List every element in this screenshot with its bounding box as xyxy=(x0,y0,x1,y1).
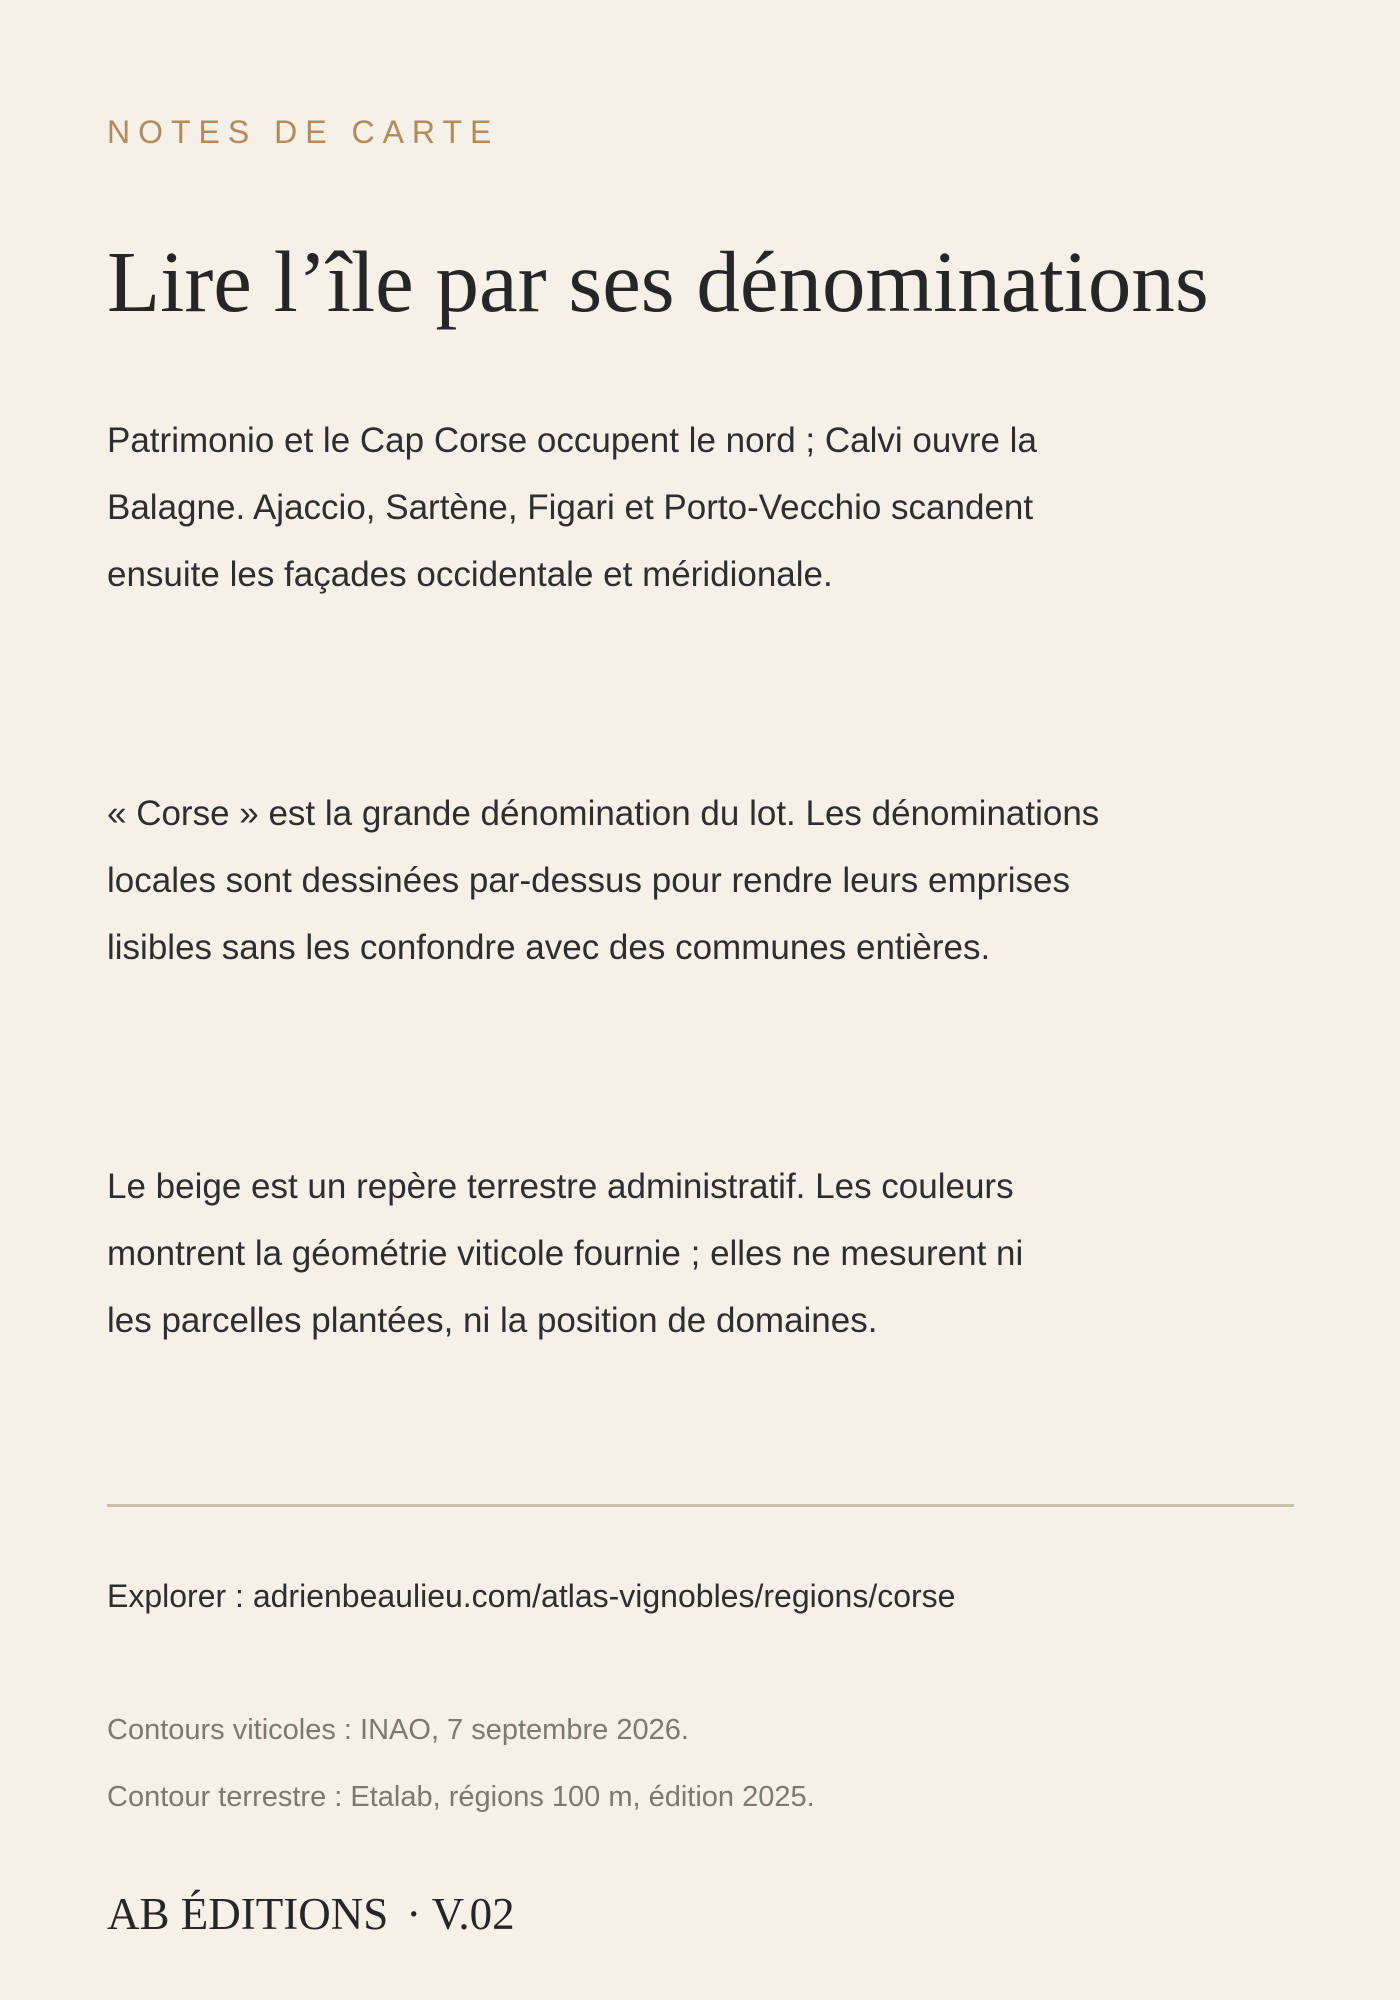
paragraph-line: Le beige est un repère terrestre administratif. Les couleurs xyxy=(107,1167,1014,1206)
sources-list xyxy=(107,1697,815,1831)
paragraph-line: lisibles sans les confondre avec des communes entières. xyxy=(107,928,991,967)
paragraph-line: Balagne. Ajaccio, Sartène, Figari et Porto-Vecchio scandent xyxy=(107,488,1034,527)
paragraph-colors xyxy=(107,1153,1257,1354)
brand-version: · V.02 xyxy=(406,1889,515,1939)
section-eyebrow: NOTES DE CARTE xyxy=(107,114,500,150)
paragraph-corse xyxy=(107,780,1257,981)
paragraph-line: les parcelles plantées, ni la position de domaines. xyxy=(107,1301,878,1340)
paragraph-line: « Corse » est la grande dénomination du lot. Les dénominations xyxy=(107,794,1100,833)
paragraph-north xyxy=(107,407,1257,608)
paragraph-line: ensuite les façades occidentale et méridionale. xyxy=(107,555,833,594)
paragraph-line: Patrimonio et le Cap Corse occupent le nord ; Calvi ouvre la xyxy=(107,421,1037,460)
page-title: Lire l’île par ses dénominations xyxy=(107,233,1209,330)
brand-name: AB ÉDITIONS xyxy=(107,1889,389,1939)
paragraph-line: montrent la géométrie viticole fournie ; elles ne mesurent ni xyxy=(107,1234,1024,1273)
notes-page xyxy=(107,0,1297,2000)
brand-signature xyxy=(107,1888,515,1940)
source-line: Contours viticoles : INAO, 7 septembre 2026. xyxy=(107,1714,689,1746)
explore-link[interactable]: Explorer : adrienbeaulieu.com/atlas-vignobles/regions/corse xyxy=(107,1578,956,1614)
source-line: Contour terrestre : Etalab, régions 100 m, édition 2025. xyxy=(107,1781,815,1813)
divider xyxy=(107,1504,1294,1507)
paragraph-line: locales sont dessinées par-dessus pour rendre leurs emprises xyxy=(107,861,1070,900)
